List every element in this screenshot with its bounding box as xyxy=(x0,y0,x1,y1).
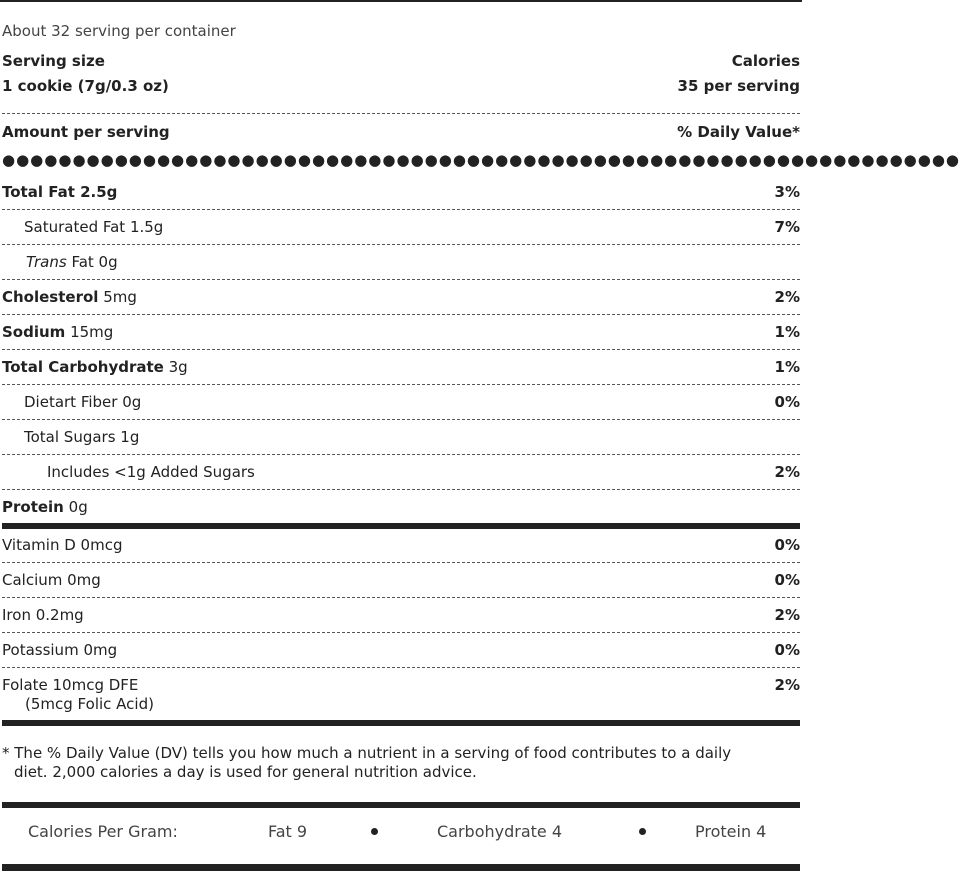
vitamin-row-potassium: Potassium 0mg 0% xyxy=(2,641,800,659)
nutrient-row-total-carbohydrate: Total Carbohydrate 3g 1% xyxy=(2,358,800,376)
amount-per-serving: Amount per serving xyxy=(2,123,170,141)
dotted-separator: ●●●●●●●●●●●●●●●●●●●●●●●●●●●●●●●●●●●●●●●●●●●●●●●●●●●●●●●●●●●●●●●●●●●● xyxy=(2,151,960,169)
serving-size-value-row xyxy=(2,77,800,95)
divider xyxy=(2,209,800,210)
nutrient-row-saturated-fat: Saturated Fat 1.5g 7% xyxy=(24,218,800,236)
thick-divider xyxy=(2,720,800,726)
divider xyxy=(2,667,800,668)
divider xyxy=(2,562,800,563)
nutrient-row-dietary-fiber: Dietart Fiber 0g 0% xyxy=(24,393,800,411)
bottom-rule xyxy=(2,864,800,871)
carbohydrate-per-gram: Carbohydrate 4 xyxy=(437,822,563,841)
nutrient-row-protein: Protein 0g xyxy=(2,498,88,516)
divider xyxy=(2,244,800,245)
nutrient-row-total-fat: Total Fat 2.5g 3% xyxy=(2,183,800,201)
divider xyxy=(2,314,800,315)
daily-value-header: % Daily Value* xyxy=(677,123,800,141)
calories-label: Calories xyxy=(731,52,800,70)
fat-per-gram: Fat 9 xyxy=(268,822,308,841)
calories-value: 35 per serving xyxy=(677,77,800,95)
calories-per-gram-label: Calories Per Gram: xyxy=(28,822,178,841)
folic-acid-note: (5mcg Folic Acid) xyxy=(25,695,154,713)
nutrient-row-sodium: Sodium 15mg 1% xyxy=(2,323,800,341)
divider xyxy=(2,349,800,350)
vitamin-row-calcium: Calcium 0mg 0% xyxy=(2,571,800,589)
divider xyxy=(2,489,800,490)
thick-divider xyxy=(2,802,800,808)
servings-per-container: About 32 serving per container xyxy=(2,22,236,40)
divider xyxy=(2,279,800,280)
daily-value-footnote: * The % Daily Value (DV) tells you how much a nutrient in a serving of food contributes to a daily diet. 2,000 calories a day is used for general nutrition advice. xyxy=(2,744,732,781)
divider xyxy=(2,454,800,455)
protein-per-gram: Protein 4 xyxy=(695,822,767,841)
nutrient-row-trans-fat: Trans Fat 0g xyxy=(26,253,118,271)
bullet-icon xyxy=(371,828,378,835)
serving-size-label: Serving size xyxy=(2,52,105,70)
thick-divider xyxy=(2,523,800,529)
divider xyxy=(2,632,800,633)
nutrient-row-added-sugars: Includes <1g Added Sugars 2% xyxy=(47,463,800,481)
divider xyxy=(2,384,800,385)
serving-size-row xyxy=(2,52,800,70)
divider xyxy=(2,419,800,420)
serving-size-value: 1 cookie (7g/0.3 oz) xyxy=(2,77,169,95)
divider xyxy=(2,597,800,598)
nutrient-row-cholesterol: Cholesterol 5mg 2% xyxy=(2,288,800,306)
calories-per-gram xyxy=(2,822,800,846)
divider xyxy=(2,113,800,114)
top-rule xyxy=(0,0,802,2)
vitamin-row-iron: Iron 0.2mg 2% xyxy=(2,606,800,624)
vitamin-row-vitamin-d: Vitamin D 0mcg 0% xyxy=(2,536,800,554)
vitamin-row-folate: Folate 10mcg DFE 2% xyxy=(2,676,800,694)
amount-header xyxy=(2,123,800,141)
nutrient-row-total-sugars: Total Sugars 1g xyxy=(24,428,140,446)
bullet-icon xyxy=(639,828,646,835)
